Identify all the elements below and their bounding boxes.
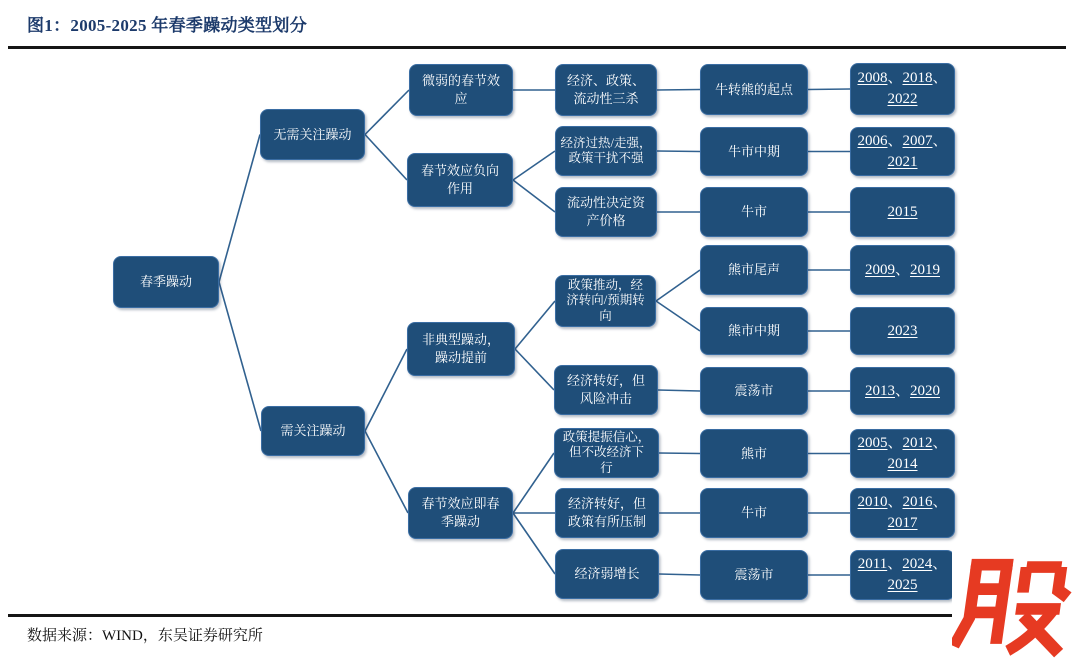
year-value: 2023 xyxy=(887,322,918,339)
flow-node-d1 xyxy=(555,64,657,116)
year-value: 2006 xyxy=(857,132,888,149)
flow-node-d2 xyxy=(555,126,657,176)
node-label-line: 躁动提前 xyxy=(434,350,487,365)
years-text xyxy=(863,381,942,402)
node-label-line: 行 xyxy=(600,460,613,475)
edge-d5-e6 xyxy=(658,390,700,391)
edge-d4-e4 xyxy=(656,270,700,301)
edge-root-b2 xyxy=(219,282,261,431)
year-value: 2019 xyxy=(910,261,940,278)
years-text xyxy=(854,131,951,173)
flow-node-d8 xyxy=(555,549,659,599)
source-divider xyxy=(8,614,968,617)
node-label xyxy=(567,372,645,407)
edge-c4-d8 xyxy=(513,513,555,574)
node-label-line: 应 xyxy=(454,91,468,106)
node-label-line: 牛市 xyxy=(740,204,767,220)
node-label-line: 牛转熊的起点 xyxy=(714,81,793,97)
node-label xyxy=(567,194,645,229)
flow-node-d3 xyxy=(555,187,657,237)
node-label-line: 经济转好，但 xyxy=(567,496,646,512)
years-text xyxy=(886,202,920,223)
flow-node-e3 xyxy=(700,187,808,237)
node-label-line: 无需关注躁动 xyxy=(273,126,352,142)
flow-node-b1 xyxy=(260,109,365,160)
year-value: 2020 xyxy=(910,382,940,399)
edge-b2-c3 xyxy=(365,349,407,431)
flow-node-f5 xyxy=(850,307,955,355)
watermark-gu-logo xyxy=(952,550,1080,662)
node-label xyxy=(561,136,652,167)
node-label-line: 熊市尾声 xyxy=(727,262,780,278)
edge-b1-c1 xyxy=(365,90,409,135)
edge-d4-e5 xyxy=(656,301,700,331)
year-value: 2022 xyxy=(887,91,918,107)
year-separator: 、 xyxy=(887,132,903,149)
edge-c4-d6 xyxy=(513,453,554,513)
node-label xyxy=(728,261,780,279)
year-value: 2016 xyxy=(902,494,933,510)
node-label-line: 流动性三杀 xyxy=(573,91,639,106)
edge-c3-d4 xyxy=(515,301,555,349)
flow-node-f4 xyxy=(850,245,955,295)
years-text xyxy=(854,554,951,596)
flow-node-e5 xyxy=(700,307,808,355)
edge-d1-e1 xyxy=(657,90,700,91)
flow-node-e6 xyxy=(700,367,808,415)
flow-node-f6 xyxy=(850,367,955,415)
flow-node-f9 xyxy=(850,550,955,600)
node-label-line: 产价格 xyxy=(586,213,626,228)
node-label xyxy=(728,322,780,340)
node-label xyxy=(422,72,500,107)
node-label xyxy=(422,331,500,366)
year-value: 2015 xyxy=(887,203,918,220)
source-note: 数据来源：WIND，东吴证券研究所 xyxy=(27,628,263,644)
node-label-line: 熊市 xyxy=(740,445,767,461)
node-label-line: 经济过热/走强， xyxy=(560,135,652,150)
year-separator: 、 xyxy=(932,132,948,149)
flow-node-root xyxy=(113,256,219,308)
years-text xyxy=(854,68,951,110)
edge-c3-d5 xyxy=(515,349,554,390)
node-label-line: 政策有所压制 xyxy=(567,514,646,529)
year-value: 2009 xyxy=(864,261,895,278)
year-separator: 、 xyxy=(887,70,903,86)
node-label-line: 需关注躁动 xyxy=(280,423,346,439)
node-label-line: 流动性决定资 xyxy=(566,195,645,211)
node-label xyxy=(741,203,767,221)
year-value: 2024 xyxy=(902,556,933,572)
flow-node-f1 xyxy=(850,63,955,115)
edge-b1-c2 xyxy=(365,135,407,181)
node-label xyxy=(574,565,639,583)
year-separator: 、 xyxy=(887,556,903,572)
flow-node-e1 xyxy=(700,64,808,115)
node-label-line: 经济弱增长 xyxy=(574,566,640,582)
years-text xyxy=(863,260,942,281)
node-label xyxy=(421,162,499,197)
year-separator: 、 xyxy=(932,70,948,86)
year-value: 2017 xyxy=(887,515,918,531)
node-label xyxy=(421,495,499,530)
node-label-line: 春节效应即春 xyxy=(421,496,500,512)
node-label-line: 政策提振信心， xyxy=(562,430,651,445)
edge-c2-d3 xyxy=(513,180,555,212)
node-label xyxy=(741,504,767,522)
node-label-line: 牛市中期 xyxy=(727,143,780,159)
year-value: 2018 xyxy=(902,70,933,86)
node-label-line: 牛市 xyxy=(740,505,767,521)
node-label-line: 向 xyxy=(599,308,612,323)
year-separator: 、 xyxy=(932,434,948,451)
year-separator: 、 xyxy=(887,434,903,451)
flow-node-e4 xyxy=(700,245,808,295)
node-label xyxy=(741,445,767,463)
year-value: 2014 xyxy=(887,455,918,472)
node-label xyxy=(280,422,345,440)
edge-b2-c4 xyxy=(365,431,408,513)
node-label-line: 春节效应负向 xyxy=(420,163,499,179)
node-label xyxy=(568,495,646,530)
node-label-line: 经济、政策、 xyxy=(566,73,645,89)
flow-node-b2 xyxy=(261,406,365,456)
year-value: 2008 xyxy=(857,70,888,86)
year-value: 2007 xyxy=(902,132,933,149)
edge-d6-e7 xyxy=(659,453,700,454)
flow-node-e8 xyxy=(700,488,808,538)
year-value: 2021 xyxy=(887,153,918,170)
years-text xyxy=(886,321,920,342)
edge-root-b1 xyxy=(219,135,260,283)
node-label-line: 震荡市 xyxy=(734,383,774,399)
flow-node-e9 xyxy=(700,550,808,600)
flow-node-f7 xyxy=(850,429,955,478)
years-text xyxy=(854,492,951,534)
year-separator: 、 xyxy=(932,556,948,572)
flow-node-f8 xyxy=(850,488,955,538)
flow-node-c1 xyxy=(409,64,513,116)
year-value: 2025 xyxy=(887,577,918,593)
node-label xyxy=(734,566,773,584)
node-label-line: 季躁动 xyxy=(440,514,480,529)
node-label-line: 但不改经济下 xyxy=(568,445,644,460)
year-separator: 、 xyxy=(894,261,910,278)
node-label-line: 春季躁动 xyxy=(139,274,192,290)
node-label xyxy=(715,81,793,99)
node-label-line: 震荡市 xyxy=(734,567,774,583)
node-label xyxy=(140,273,192,291)
edge-e1-f1 xyxy=(808,89,850,90)
year-separator: 、 xyxy=(887,494,903,510)
year-value: 2012 xyxy=(902,434,933,451)
node-label xyxy=(734,382,773,400)
flow-node-f2 xyxy=(850,127,955,176)
flow-node-d7 xyxy=(555,488,659,538)
flow-node-e2 xyxy=(700,127,808,176)
flow-node-c3 xyxy=(407,322,515,376)
flow-node-d5 xyxy=(554,365,658,415)
node-label xyxy=(728,143,780,161)
year-separator: 、 xyxy=(894,382,910,399)
edge-d8-e9 xyxy=(659,574,700,575)
flow-node-c4 xyxy=(408,487,513,539)
flow-node-d4 xyxy=(555,275,656,327)
node-label-line: 作用 xyxy=(446,181,473,196)
node-label xyxy=(567,72,645,107)
node-label-line: 经济转好，但 xyxy=(566,373,645,389)
flow-node-e7 xyxy=(700,429,808,478)
figure-title: 图1：2005-2025 年春季躁动类型划分 xyxy=(27,16,308,35)
node-label xyxy=(566,278,644,324)
node-label-line: 熊市中期 xyxy=(727,323,780,339)
year-value: 2005 xyxy=(857,434,888,451)
year-separator: 、 xyxy=(932,494,948,510)
edge-c2-d2 xyxy=(513,151,555,180)
year-value: 2011 xyxy=(857,556,888,572)
node-label-line: 济转向/预期转 xyxy=(566,293,645,308)
node-label-line: 政策干扰不强 xyxy=(568,151,644,165)
node-label-line: 微弱的春节效 xyxy=(421,73,500,89)
node-label-line: 非典型躁动， xyxy=(421,332,500,348)
years-text xyxy=(854,433,951,475)
node-label xyxy=(563,430,651,476)
node-label-line: 风险冲击 xyxy=(579,391,632,406)
node-label xyxy=(273,126,351,144)
edge-d2-e2 xyxy=(657,151,700,152)
flow-node-f3 xyxy=(850,187,955,237)
flow-node-d6 xyxy=(554,428,659,478)
title-divider xyxy=(8,46,1066,49)
node-label-line: 政策推动，经 xyxy=(567,278,643,293)
year-value: 2010 xyxy=(857,494,888,510)
flow-node-c2 xyxy=(407,153,513,207)
year-value: 2013 xyxy=(864,382,895,399)
